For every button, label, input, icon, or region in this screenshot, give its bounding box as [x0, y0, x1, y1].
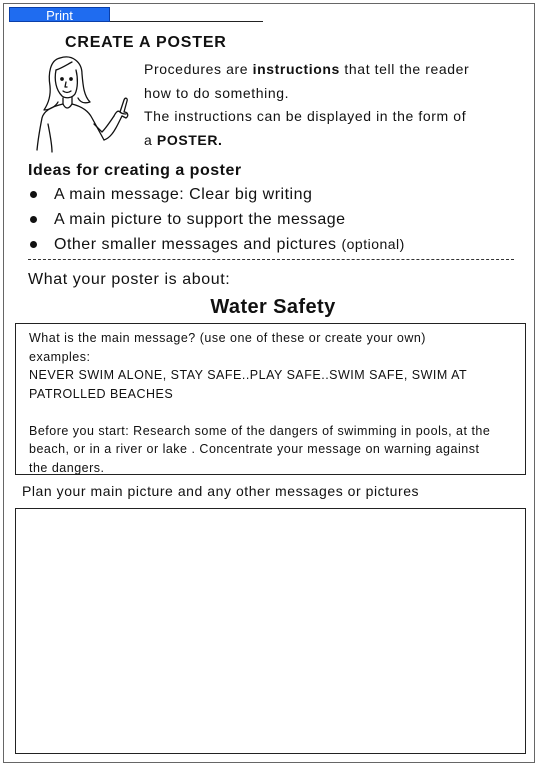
idea-text: Other smaller messages and pictures — [54, 236, 342, 253]
spacer — [29, 403, 517, 422]
teacher-pointing-icon — [32, 52, 136, 154]
page-title: CREATE A POSTER — [65, 34, 227, 51]
intro-line-4 — [144, 129, 524, 153]
examples-line-2: PATROLLED BEACHES — [29, 386, 174, 401]
list-item — [28, 233, 405, 258]
plan-drawing-area[interactable] — [15, 508, 526, 754]
intro-line-1-start: Procedures are — [144, 61, 253, 77]
list-item — [28, 183, 405, 208]
intro-keyword-poster: POSTER. — [156, 131, 223, 148]
plan-label: Plan your main picture and any other messages or pictures — [22, 483, 420, 499]
intro-line-1-end: that tell the reader — [339, 61, 470, 77]
idea-text: A main picture to support the message — [54, 211, 346, 228]
idea-text: A main message: Clear big writing — [54, 186, 313, 203]
intro-keyword-instructions: instructions — [252, 61, 340, 77]
bullet-icon — [30, 241, 37, 248]
intro-line-3: The instructions can be displayed in the form of — [144, 108, 467, 124]
print-button[interactable]: Print — [9, 7, 110, 22]
examples-label: examples: — [29, 349, 91, 364]
poster-topic: Water Safety — [210, 296, 336, 318]
main-message-box — [15, 323, 526, 475]
before-start-line-1: Before you start: Research some of the dangers of swimming in pools, at the — [29, 423, 491, 438]
before-start-line-2: beach, or in a river or lake . Concentrate your message on warning against — [29, 442, 480, 456]
dashed-divider — [28, 259, 514, 260]
print-underline — [110, 21, 263, 22]
main-message-question: What is the main message? (use one of these or create your own) — [29, 331, 426, 345]
list-item — [28, 208, 405, 233]
intro-line-4-start: a — [144, 131, 157, 148]
intro-line-1 — [144, 58, 524, 82]
optional-note: (optional) — [341, 236, 405, 252]
before-start-line-3: the dangers. — [29, 460, 105, 475]
bullet-icon — [30, 216, 37, 223]
ideas-heading: Ideas for creating a poster — [28, 162, 242, 179]
intro-text — [144, 58, 524, 152]
bullet-icon — [30, 191, 37, 198]
intro-line-2: how to do something. — [144, 84, 290, 101]
examples-line-1: NEVER SWIM ALONE, STAY SAFE..PLAY SAFE..SWIM SAFE, SWIM AT — [29, 368, 468, 382]
poster-about-label: What your poster is about: — [28, 271, 231, 288]
ideas-list — [28, 183, 405, 258]
